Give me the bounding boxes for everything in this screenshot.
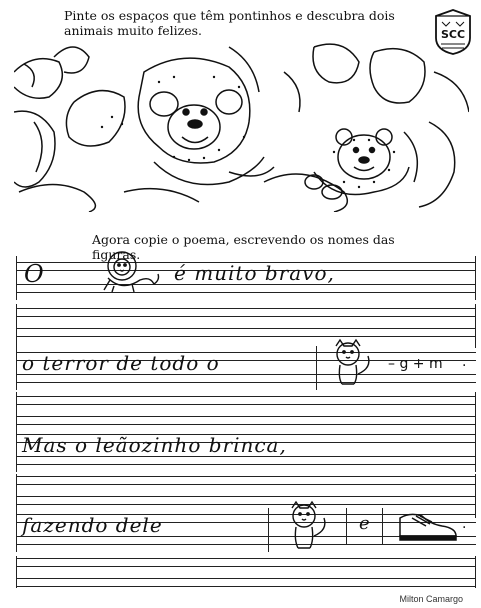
writing-row-4	[16, 508, 476, 552]
writing-row-blank-4	[16, 556, 476, 592]
period: .	[462, 516, 467, 532]
instruction-copy: Agora copie o poema, escrevendo os nomes das figuras.	[92, 232, 395, 262]
writing-row-2	[16, 346, 476, 390]
svg-text:SCC: SCC	[440, 28, 466, 41]
writing-row-blank-3	[16, 474, 476, 510]
instruction-top: Pinte os espaços que têm pontinhos e descubra dois animais muito felizes.	[64, 8, 395, 38]
conjunction: e	[359, 513, 371, 534]
poem-line-4: fazendo dele	[22, 513, 163, 537]
writing-row-1	[16, 256, 476, 300]
period: .	[462, 354, 467, 370]
letter-operation: – g + m	[388, 356, 443, 372]
poem-line-2: o terror de todo o	[22, 351, 220, 375]
coloring-illustration	[14, 42, 469, 212]
cat-icon	[322, 338, 378, 386]
cat-icon	[278, 500, 334, 550]
author-credit: Milton Camargo	[399, 594, 463, 604]
poem-word: O	[24, 260, 45, 288]
writing-row-blank-2	[16, 392, 476, 432]
poem-line-1: é muito bravo,	[174, 261, 335, 285]
lion-icon	[84, 250, 164, 296]
poem-line-3: Mas o leãozinho brinca,	[22, 433, 287, 457]
writing-row-blank-1	[16, 304, 476, 344]
writing-row-3	[16, 428, 476, 472]
shoe-icon	[396, 508, 460, 544]
and-box	[346, 508, 382, 544]
